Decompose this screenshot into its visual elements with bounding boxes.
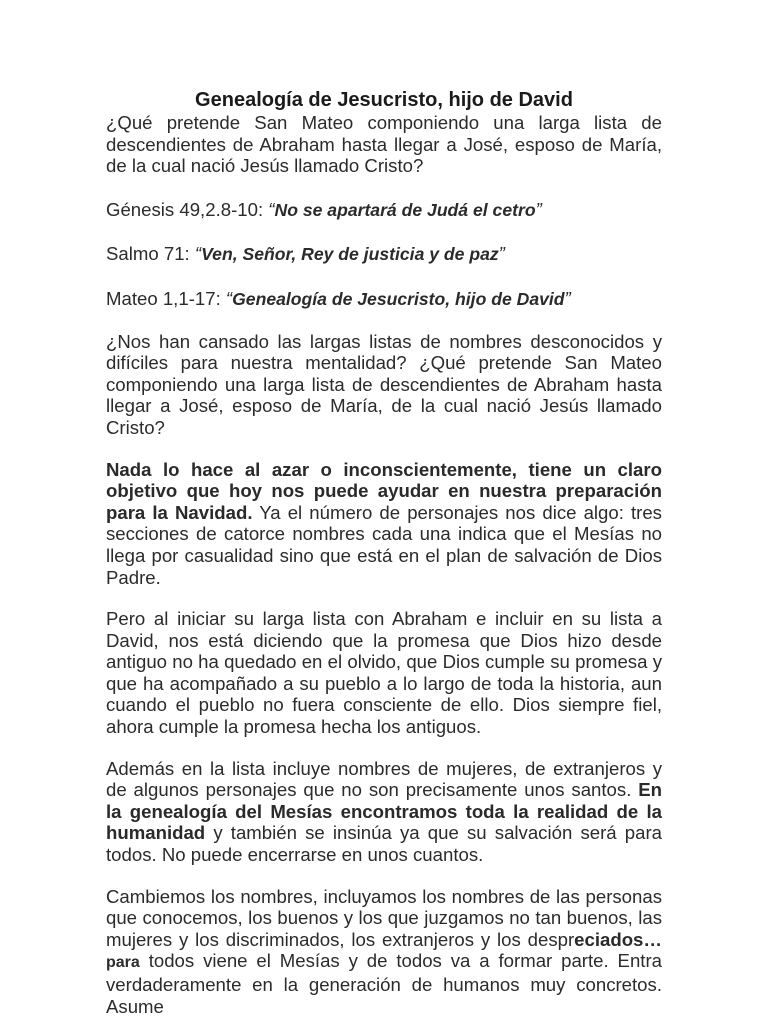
quote-close: ” [535, 198, 542, 220]
reference-quote: No se apartará de Judá el cetro [274, 199, 536, 220]
reference-quote: Genealogía de Jesucristo, hijo de David [232, 288, 565, 309]
reading-reference-genesis [106, 199, 662, 222]
paragraph-1: ¿Nos han cansado las largas listas de nombres desconocidos y difíciles para nuestra mentalidad? ¿Qué pretende San Mateo componiendo una larga lista de descendientes de Abraham hasta llegar a José, esposo de María, de la cual nació Jesús llamado Cristo? [106, 330, 662, 438]
paragraph-5 [106, 886, 662, 1018]
body-text: y también se insinúa ya que su salvación será para todos. No puede encerrarse en unos cuantos. [106, 822, 662, 866]
body-text: todos viene el Mesías y de todos va a formar parte. Entra verdaderamente en la generación de humanos muy concretos. Asume [106, 950, 662, 1017]
quote-open: “ [225, 287, 233, 309]
reading-reference-mateo [106, 288, 662, 311]
document-title: Genealogía de Jesucristo, hijo de David [195, 89, 573, 111]
emphasis-text: Nada lo hace al azar o inconscientemente, tiene un claro objetivo que hoy nos puede ayudar en nuestra preparación para la Navidad. [106, 458, 662, 523]
reference-source: Mateo 1,1-17: [106, 287, 226, 309]
reference-quote: Ven, Señor, Rey de justicia y de paz [201, 244, 499, 265]
quote-open: “ [268, 198, 275, 220]
emphasis-text: para [106, 954, 140, 972]
paragraph-2 [106, 459, 662, 589]
quote-close: ” [564, 287, 571, 309]
body-text: Cambiemos los nombres, incluyamos los nombres de las personas que conocemos, los buenos y los que juzgamos no tan buenos, las mujeres y los discriminados, los extranjeros y los despr [106, 885, 662, 950]
paragraph-3: Pero al iniciar su larga lista con Abraham e incluir en su lista a David, nos está diciendo que la promesa que Dios hizo desde antiguo no ha quedado en el olvido, que Dios cumple su promesa y que ha acompañado a su pueblo a lo largo de toda la historia, aun cuando el pueblo no fuera consciente de ello. Dios siempre fiel, ahora cumple la promesa hecha los antiguos. [106, 608, 662, 738]
emphasis-text: eciados… [574, 928, 662, 950]
intro-paragraph: ¿Qué pretende San Mateo componiendo una larga lista de descendientes de Abraham hasta llegar a José, esposo de María, de la cual nació Jesús llamado Cristo? [106, 112, 662, 177]
quote-close: ” [498, 243, 505, 265]
reference-source: Génesis 49,2.8-10: [106, 198, 269, 220]
quote-open: “ [194, 243, 202, 265]
reading-reference-salmo [106, 243, 662, 266]
body-text: Además en la lista incluye nombres de mujeres, de extranjeros y de algunos personajes que no son precisamente unos santos. [106, 757, 662, 801]
emphasis-text: En la genealogía del Mesías encontramos toda la realidad de la humanidad [106, 779, 662, 844]
document-page [106, 88, 662, 1017]
body-text: Ya el número de personajes nos dice algo: tres secciones de catorce nombres cada una indica que el Mesías no llega por casualidad sino que está en el plan de salvación de Dios Padre. [106, 501, 662, 588]
paragraph-4 [106, 758, 662, 866]
reference-source: Salmo 71: [106, 243, 195, 265]
